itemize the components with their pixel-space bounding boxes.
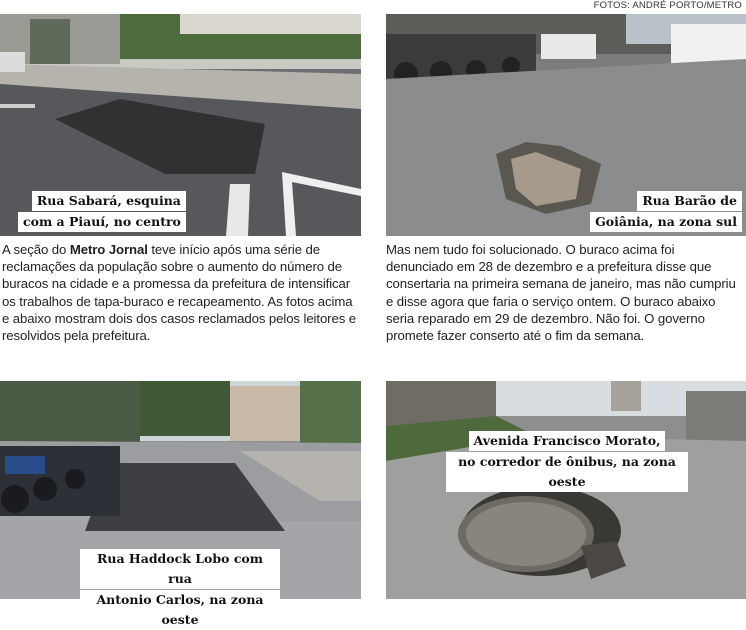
caption-line: com a Piauí, no centro bbox=[18, 212, 186, 232]
photo-rua-sabara bbox=[0, 14, 361, 236]
caption-line: Rua Sabará, esquina bbox=[32, 191, 186, 211]
photo-rua-barao-de-goiania bbox=[386, 14, 746, 236]
caption-line: Goiânia, na zona sul bbox=[590, 212, 742, 232]
text-intro: A seção do bbox=[2, 242, 70, 257]
brand-name: Metro Jornal bbox=[69, 242, 148, 257]
photo-rua-haddock-lobo bbox=[0, 381, 361, 627]
caption-line: no corredor de ônibus, na zona oeste bbox=[446, 452, 688, 492]
text-right-body: Mas nem tudo foi solucionado. O buraco acima foi denunciado em 28 de dezembro e a prefeitura disse que consertaria na primeira semana de janeiro, mas não cumpriu e disse agora que faria o serviço ontem. O buraco abaixo seria reparado em 29 de dezembro. Não foi. O governo promete fazer conserto até o fim da semana. bbox=[386, 242, 736, 344]
article-text-left bbox=[2, 241, 362, 344]
text-rest: teve início após uma série de reclamações da população sobre o aumento do número de buracos na cidade e a promessa da prefeitura de intensificar os trabalhos de tapa-buraco e recapeamento. As fotos acima e abaixo mostram dois dos casos reclamados pelos leitores e resolvidos pela prefeitura. bbox=[2, 242, 357, 344]
caption-rua-haddock-lobo bbox=[80, 548, 280, 630]
caption-avenida-francisco-morato bbox=[446, 430, 688, 492]
caption-rua-sabara bbox=[18, 190, 186, 232]
caption-rua-barao-de-goiania bbox=[590, 190, 742, 232]
caption-line: Antonio Carlos, na zona oeste bbox=[80, 590, 280, 630]
caption-line: Rua Haddock Lobo com rua bbox=[80, 549, 280, 589]
article-text-right bbox=[386, 241, 744, 344]
caption-line: Avenida Francisco Morato, bbox=[469, 431, 666, 451]
photo-credit: FOTOS: ANDRÉ PORTO/METRO bbox=[593, 0, 742, 11]
photo-avenida-francisco-morato bbox=[386, 381, 746, 599]
caption-line: Rua Barão de bbox=[637, 191, 742, 211]
